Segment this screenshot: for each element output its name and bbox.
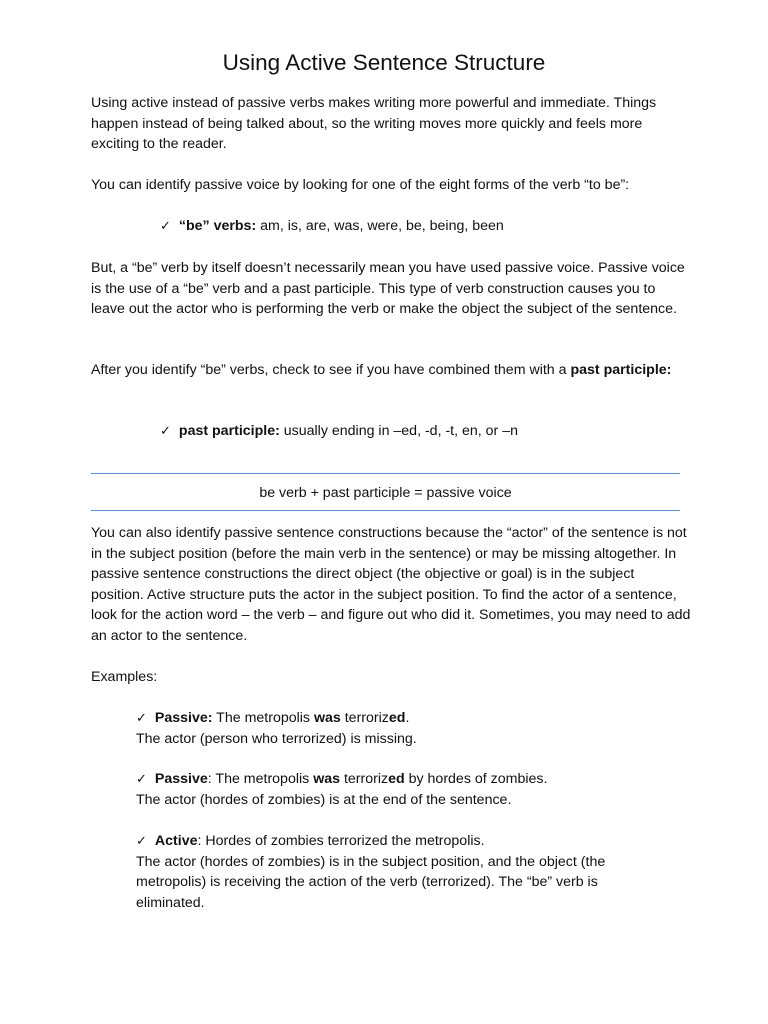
after-text: After you identify “be” verbs, check to see if you have combined them with a (91, 362, 571, 378)
be-verbs-bullet (160, 216, 760, 237)
example-passive-2 (136, 769, 656, 810)
be-verbs-label: “be” verbs: (178, 218, 257, 234)
identify-paragraph: You can identify passive voice by looking for one of the eight forms of the verb “to be”: (91, 177, 630, 193)
formula-text: be verb + past participle = passive voice (259, 485, 512, 501)
checkmark-icon: ✓ (160, 423, 171, 438)
also-paragraph: You can also identify passive sentence constructions because the “actor” of the sentence is not in the subject position (before the main verb in the sentence) or may be missing altogether. In passive sentence constructions the direct object (the objective or goal) is in the subject position. Active structure puts the actor in the subject position. To find the actor of a sentence, look for the action word – the verb – and figure out who did it. Sometimes, you may need to add an actor to the sentence. (91, 525, 691, 644)
example-ed: ed (388, 771, 405, 787)
example-colon: : (197, 833, 202, 849)
examples-label: Examples: (91, 669, 158, 685)
example-active (136, 831, 656, 913)
example-text: by hordes of zombies. (404, 771, 548, 787)
example-label: Passive: (154, 710, 213, 726)
example-sentence (136, 708, 656, 729)
past-participle-text: usually ending in –ed, -d, -t, en, or –n (279, 423, 519, 439)
but-paragraph: But, a “be” verb by itself doesn’t necessarily mean you have used passive voice. Passive voice is the use of a “be” verb and a past participle. This type of verb construction causes you to leave out the actor who is performing the verb or make the object the subject of the sentence. (91, 260, 685, 317)
formula-bottom-rule (91, 510, 680, 511)
example-note: The actor (hordes of zombies) is at the end of the sentence. (136, 791, 512, 808)
page-title: Using Active Sentence Structure (222, 50, 546, 75)
example-sentence (136, 831, 656, 852)
checkmark-icon: ✓ (136, 771, 147, 786)
example-passive-1 (136, 708, 656, 749)
example-note: The actor (person who terrorized) is missing. (136, 730, 417, 747)
after-bold: past participle (570, 362, 667, 378)
intro-paragraph: Using active instead of passive verbs makes writing more powerful and immediate. Things happen instead of being talked about, so the writing moves more quickly and feels more exciting to the reader. (91, 95, 657, 152)
example-text: The metropolis (211, 771, 314, 787)
example-ed: ed (388, 710, 406, 726)
past-participle-label: past participle: (178, 423, 280, 439)
be-verbs-text: am, is, are, was, were, be, being, been (256, 218, 504, 234)
past-participle-bullet (160, 421, 760, 442)
after-paragraph (91, 360, 691, 381)
example-text: Hordes of zombies terrorized the metropolis. (201, 833, 485, 849)
example-sentence (136, 769, 656, 790)
after-end: : (666, 362, 672, 378)
example-was: was (313, 710, 341, 726)
example-text: The metropolis (212, 710, 314, 726)
example-colon: : (207, 771, 212, 787)
example-label: Active (154, 833, 198, 849)
example-text: terroriz (340, 771, 389, 787)
checkmark-icon: ✓ (136, 710, 147, 725)
example-label: Passive (154, 771, 208, 787)
example-text: . (405, 710, 410, 726)
formula-top-rule (91, 473, 680, 474)
example-note: The actor (hordes of zombies) is in the subject position, and the object (the metropolis) is receiving the action of the verb (terrorized). The “be” verb is eliminated. (136, 853, 606, 911)
example-was: was (313, 771, 341, 787)
checkmark-icon: ✓ (160, 218, 171, 233)
example-text: terroriz (340, 710, 389, 726)
checkmark-icon: ✓ (136, 833, 147, 848)
